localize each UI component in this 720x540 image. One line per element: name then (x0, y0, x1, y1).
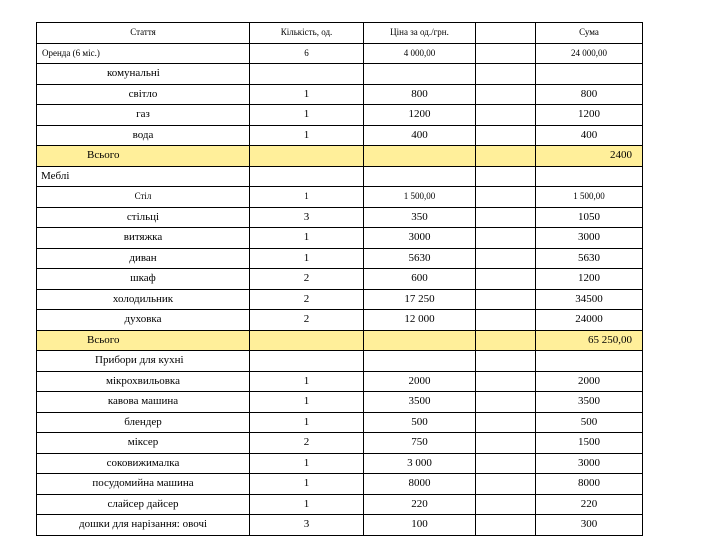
item-name: кавова машина (37, 392, 250, 413)
item-price: 100 (364, 515, 476, 536)
item-price: 1200 (364, 105, 476, 126)
item-name: стільці (37, 207, 250, 228)
item-quantity: 2 (250, 289, 364, 310)
item-quantity: 1 (250, 125, 364, 146)
item-price: 750 (364, 433, 476, 454)
table-row (37, 433, 643, 454)
spacer-cell (476, 248, 536, 269)
item-price: 5630 (364, 248, 476, 269)
item-quantity: 1 (250, 412, 364, 433)
empty-cell (364, 64, 476, 85)
item-name: світло (37, 84, 250, 105)
item-sum: 2000 (536, 371, 643, 392)
item-sum: 24000 (536, 310, 643, 331)
total-item-price (364, 330, 476, 351)
item-price: 600 (364, 269, 476, 290)
item-sum: 3500 (536, 392, 643, 413)
item-name: мікрохвильовка (37, 371, 250, 392)
item-quantity: 3 (250, 207, 364, 228)
item-quantity: 1 (250, 474, 364, 495)
section-title: Прибори для кухні (37, 351, 250, 372)
item-price: 8000 (364, 474, 476, 495)
spacer-cell (476, 433, 536, 454)
empty-cell (364, 166, 476, 187)
section-row (37, 351, 643, 372)
item-price: 800 (364, 84, 476, 105)
table-row (37, 84, 643, 105)
table-row (37, 105, 643, 126)
item-name: вода (37, 125, 250, 146)
total-item-sum: 65 250,00 (536, 330, 643, 351)
item-price: 500 (364, 412, 476, 433)
expense-table (36, 22, 643, 536)
spacer-cell (476, 105, 536, 126)
item-sum: 1 500,00 (536, 187, 643, 208)
item-sum: 400 (536, 125, 643, 146)
item-sum: 5630 (536, 248, 643, 269)
header-price: Ціна за од./грн. (364, 23, 476, 44)
table-row (37, 412, 643, 433)
item-name: посудомийна машина (37, 474, 250, 495)
header-empty (476, 23, 536, 44)
total-item-name: Всього (37, 146, 250, 167)
table-row (37, 371, 643, 392)
item-price: 17 250 (364, 289, 476, 310)
item-sum: 8000 (536, 474, 643, 495)
item-sum: 1500 (536, 433, 643, 454)
table-row (37, 474, 643, 495)
total-row (37, 330, 643, 351)
item-quantity: 1 (250, 228, 364, 249)
section-title: Меблі (37, 166, 250, 187)
item-quantity: 1 (250, 84, 364, 105)
item-price: 4 000,00 (364, 43, 476, 64)
spacer-cell (476, 269, 536, 290)
spacer-cell (476, 84, 536, 105)
spacer-cell (476, 228, 536, 249)
item-price: 220 (364, 494, 476, 515)
item-quantity: 1 (250, 248, 364, 269)
table-row (37, 289, 643, 310)
section-title: комунальні (37, 64, 250, 85)
empty-cell (476, 166, 536, 187)
empty-cell (250, 64, 364, 85)
item-quantity: 1 (250, 494, 364, 515)
spacer-cell (476, 412, 536, 433)
item-name: шкаф (37, 269, 250, 290)
spacer-cell (476, 453, 536, 474)
table-row (37, 248, 643, 269)
item-quantity: 1 (250, 453, 364, 474)
item-sum: 220 (536, 494, 643, 515)
item-name: Оренда (6 міс.) (37, 43, 250, 64)
table-row (37, 310, 643, 331)
item-quantity: 2 (250, 433, 364, 454)
spacer-cell (476, 43, 536, 64)
item-quantity: 1 (250, 371, 364, 392)
item-name: блендер (37, 412, 250, 433)
header-quantity: Кількість, од. (250, 23, 364, 44)
item-quantity: 2 (250, 310, 364, 331)
item-sum: 1200 (536, 105, 643, 126)
total-row (37, 146, 643, 167)
table-row (37, 228, 643, 249)
item-price: 12 000 (364, 310, 476, 331)
table-row (37, 207, 643, 228)
item-name: дошки для нарізання: овочі (37, 515, 250, 536)
empty-cell (250, 166, 364, 187)
item-price: 2000 (364, 371, 476, 392)
total-item-name: Всього (37, 330, 250, 351)
item-sum: 1050 (536, 207, 643, 228)
header-sum: Сума (536, 23, 643, 44)
item-name: Стіл (37, 187, 250, 208)
table-row (37, 494, 643, 515)
spacer-cell (476, 289, 536, 310)
header-article: Стаття (37, 23, 250, 44)
empty-cell (536, 64, 643, 85)
item-price: 3500 (364, 392, 476, 413)
item-sum: 500 (536, 412, 643, 433)
total-item-price (364, 146, 476, 167)
table-row (37, 269, 643, 290)
item-name: диван (37, 248, 250, 269)
total-item-sum: 2400 (536, 146, 643, 167)
table-row (37, 125, 643, 146)
item-name: духовка (37, 310, 250, 331)
table-row (37, 43, 643, 64)
spacer-cell (476, 125, 536, 146)
section-row (37, 64, 643, 85)
table-body (37, 23, 643, 536)
section-row (37, 166, 643, 187)
empty-cell (476, 64, 536, 85)
item-price: 400 (364, 125, 476, 146)
item-name: соковижималка (37, 453, 250, 474)
total-item-quantity (250, 146, 364, 167)
spacer-cell (476, 207, 536, 228)
item-sum: 800 (536, 84, 643, 105)
table-row (37, 392, 643, 413)
item-sum: 3000 (536, 228, 643, 249)
empty-cell (476, 351, 536, 372)
empty-cell (250, 351, 364, 372)
spacer-cell (476, 515, 536, 536)
item-quantity: 3 (250, 515, 364, 536)
item-quantity: 1 (250, 392, 364, 413)
table-row (37, 187, 643, 208)
table-row (37, 453, 643, 474)
item-quantity: 2 (250, 269, 364, 290)
spacer-cell (476, 187, 536, 208)
total-spacer-cell (476, 146, 536, 167)
table-row (37, 515, 643, 536)
spacer-cell (476, 310, 536, 331)
total-item-quantity (250, 330, 364, 351)
spacer-cell (476, 392, 536, 413)
item-name: слайсер дайсер (37, 494, 250, 515)
item-sum: 24 000,00 (536, 43, 643, 64)
item-name: холодильник (37, 289, 250, 310)
item-price: 3 000 (364, 453, 476, 474)
item-price: 3000 (364, 228, 476, 249)
item-price: 1 500,00 (364, 187, 476, 208)
spacer-cell (476, 474, 536, 495)
item-price: 350 (364, 207, 476, 228)
item-name: витяжка (37, 228, 250, 249)
item-quantity: 1 (250, 187, 364, 208)
spacer-cell (476, 494, 536, 515)
item-name: газ (37, 105, 250, 126)
empty-cell (364, 351, 476, 372)
header-row (37, 23, 643, 44)
item-sum: 3000 (536, 453, 643, 474)
item-sum: 34500 (536, 289, 643, 310)
item-sum: 300 (536, 515, 643, 536)
item-quantity: 1 (250, 105, 364, 126)
item-name: міксер (37, 433, 250, 454)
empty-cell (536, 166, 643, 187)
item-quantity: 6 (250, 43, 364, 64)
empty-cell (536, 351, 643, 372)
spacer-cell (476, 371, 536, 392)
total-spacer-cell (476, 330, 536, 351)
item-sum: 1200 (536, 269, 643, 290)
